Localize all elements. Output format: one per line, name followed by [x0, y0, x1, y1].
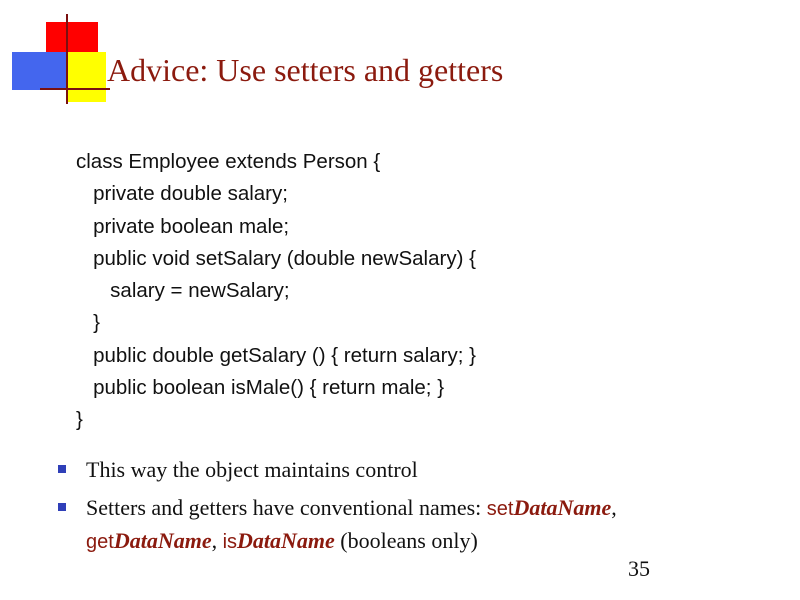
slide-logo [0, 0, 120, 110]
bullet-tail: (booleans only) [334, 528, 478, 553]
code-line: } [76, 311, 100, 335]
set-prefix: set [486, 498, 514, 520]
comma: , [211, 528, 223, 553]
slide-title: Advice: Use setters and getters [107, 52, 504, 88]
code-line: public boolean isMale() { return male; } [76, 376, 445, 400]
dataname-emphasis: DataName [237, 528, 335, 553]
bullet-text: Setters and getters have conventional names: [86, 495, 487, 520]
logo-vertical-line [66, 14, 68, 104]
code-line: salary = newSalary; [76, 279, 290, 303]
bullet-square-icon [58, 465, 66, 473]
code-line: class Employee extends Person { [76, 150, 381, 173]
dataname-emphasis: DataName [113, 528, 212, 553]
comma: , [611, 495, 617, 520]
code-line: public void setSalary (double newSalary) { [76, 246, 476, 270]
bullet-list [56, 454, 756, 558]
code-line: } [76, 408, 83, 432]
code-line: public double getSalary () { return salary; } [76, 343, 476, 367]
bullet-square-icon [58, 503, 66, 511]
logo-horizontal-line [40, 88, 110, 90]
bullet-item [56, 492, 756, 558]
logo-blue-square [12, 52, 68, 90]
get-prefix: get [86, 531, 114, 553]
is-prefix: is [222, 531, 238, 553]
code-line: private double salary; [76, 182, 288, 206]
logo-yellow-square [66, 52, 106, 102]
bullet-item [56, 454, 756, 486]
code-block [76, 146, 476, 437]
page-number: 35 [628, 556, 650, 581]
bullet-text: This way the object maintains control [86, 457, 418, 482]
dataname-emphasis: DataName [513, 495, 612, 520]
code-line: private boolean male; [76, 214, 290, 238]
